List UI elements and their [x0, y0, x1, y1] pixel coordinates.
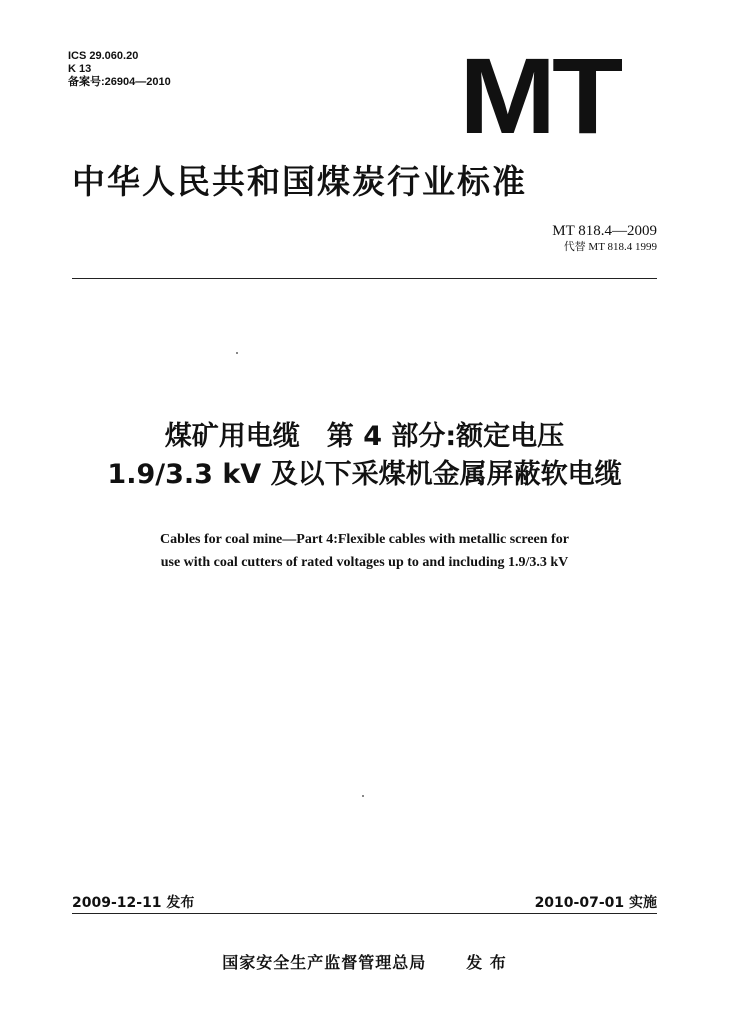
document-title-english — [0, 528, 729, 574]
issue-date: 2009-12-11 发布 — [72, 895, 195, 911]
replaces-note: 代替 MT 818.4 1999 — [563, 241, 657, 253]
mt-logo: MT — [459, 35, 619, 156]
standard-number-block — [552, 222, 657, 254]
title-cn-line-2: 1.9/3.3 kV 及以下采煤机金属屏蔽软电缆 — [107, 459, 622, 490]
publisher-name: 国家安全生产监督管理总局 — [222, 953, 427, 972]
publisher-line — [0, 950, 729, 973]
title-en-line-2: use with coal cutters of rated voltages up to and including 1.9/3.3 kV — [160, 555, 569, 570]
title-en-line-1: Cables for coal mine—Part 4:Flexible cables with metallic screen for — [160, 532, 569, 547]
title-cn-line-1: 煤矿用电缆 第 4 部分:额定电压 — [164, 421, 565, 452]
scan-speck — [236, 352, 238, 354]
record-number: 备案号:26904—2010 — [68, 76, 171, 88]
implementation-date: 2010-07-01 实施 — [534, 895, 657, 911]
header-divider — [72, 278, 657, 279]
scan-speck — [362, 795, 364, 797]
standard-number: MT 818.4—2009 — [552, 223, 657, 239]
standard-title: 中华人民共和国煤炭行业标准 — [72, 162, 527, 201]
document-title-chinese — [0, 418, 729, 494]
classification-block — [68, 50, 171, 89]
publish-label: 发 布 — [466, 953, 507, 972]
ics-code: ICS 29.060.20 — [68, 50, 139, 62]
footer-divider — [72, 913, 657, 914]
ccs-code: K 13 — [68, 63, 92, 75]
